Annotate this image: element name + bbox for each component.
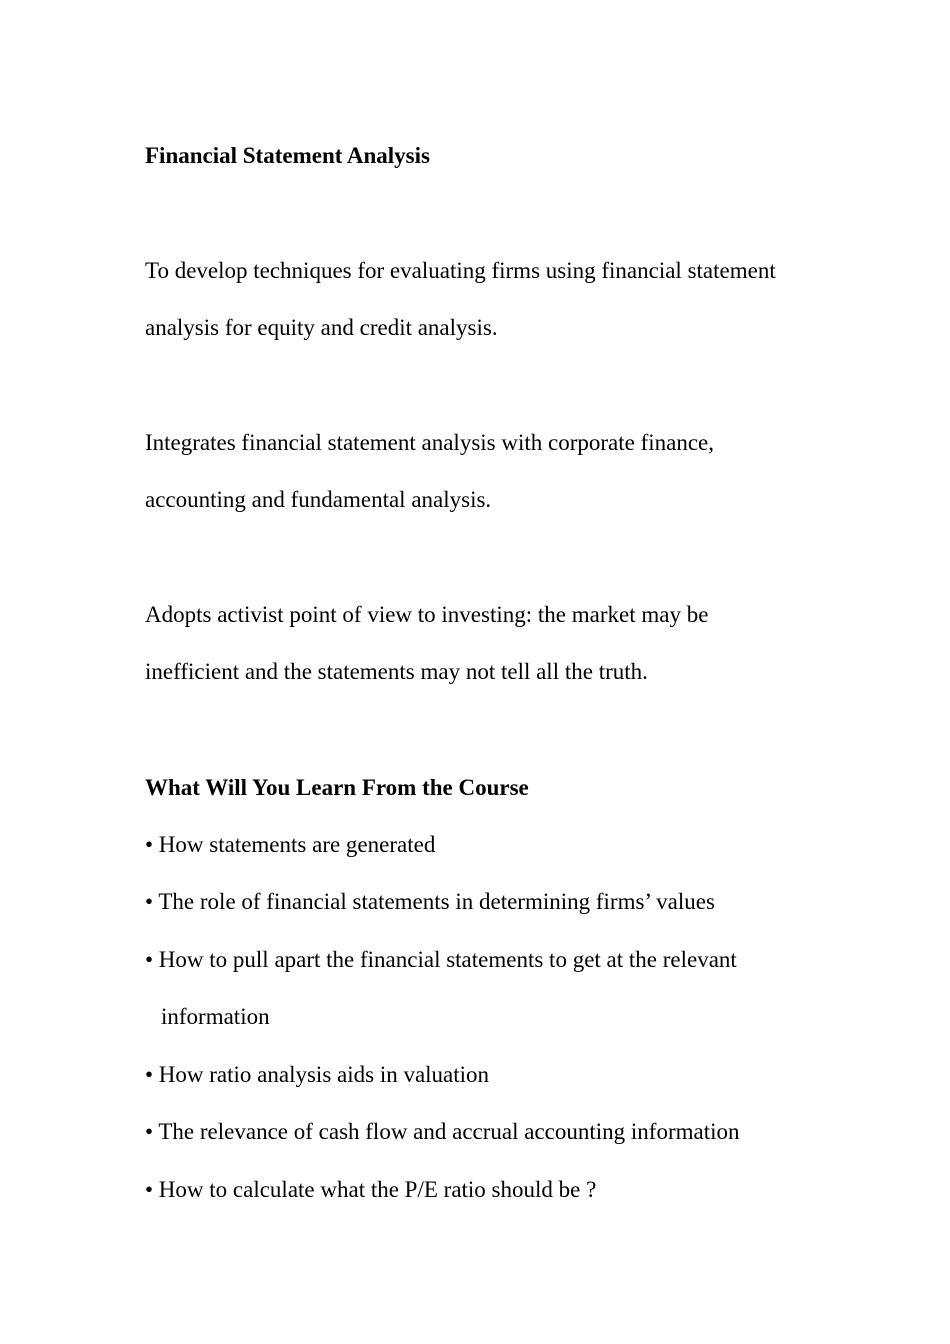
section-heading: What Will You Learn From the Course [145, 775, 529, 800]
bullet-item: • How statements are generated [145, 832, 436, 857]
document-title: Financial Statement Analysis [145, 143, 430, 168]
bullet-item: • The role of financial statements in determining firms’ values [145, 889, 715, 914]
paragraph-3-line-2: inefficient and the statements may not tell all the truth. [145, 659, 648, 684]
bullet-item-continuation: information [161, 1004, 270, 1029]
paragraph-2-line-1: Integrates financial statement analysis with corporate finance, [145, 430, 715, 455]
bullet-item: • The relevance of cash flow and accrual accounting information [145, 1119, 740, 1144]
bullet-item: • How to pull apart the financial statements to get at the relevant [145, 947, 737, 972]
paragraph-1-line-2: analysis for equity and credit analysis. [145, 315, 498, 340]
paragraph-3-line-1: Adopts activist point of view to investing: the market may be [145, 602, 709, 627]
paragraph-2-line-2: accounting and fundamental analysis. [145, 487, 492, 512]
bullet-item: • How to calculate what the P/E ratio should be ? [145, 1177, 597, 1202]
paragraph-1-line-1: To develop techniques for evaluating firms using financial statement [145, 258, 776, 283]
bullet-item: • How ratio analysis aids in valuation [145, 1062, 490, 1087]
